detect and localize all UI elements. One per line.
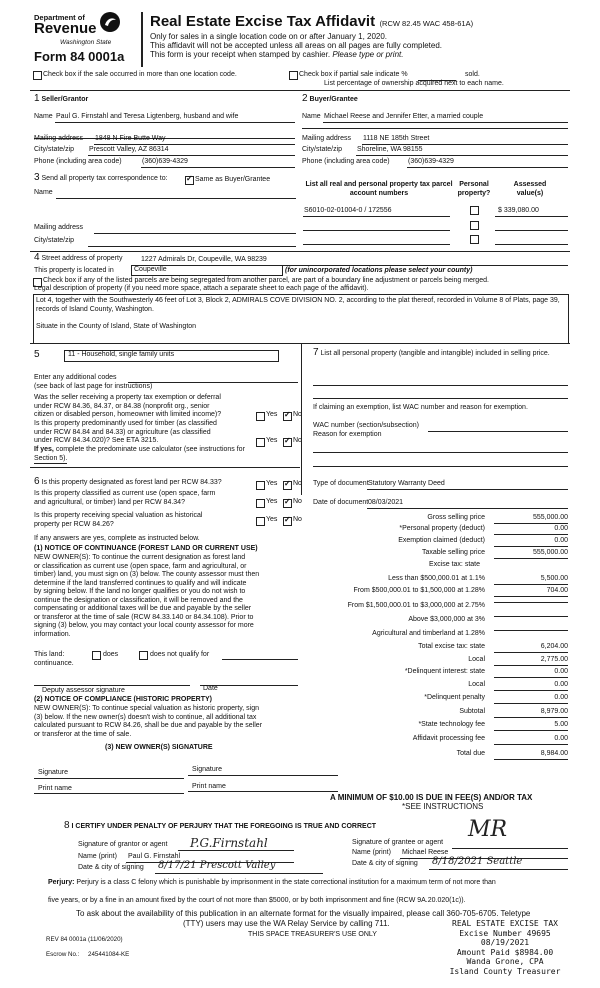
located-note: (for unincorporated locations please select your county): [285, 267, 473, 274]
doc-date-field[interactable]: 08/03/2021: [368, 499, 404, 506]
rule: [495, 216, 568, 217]
forest-question: 6 Is this property designated as forest land per RCW 84.33?: [34, 476, 222, 487]
rule: [428, 431, 568, 432]
text-line: (3) below. If the new owner(s) doesn't wish to continue, all additional tax: [34, 713, 257, 721]
form-title: Real Estate Excise Tax Affidavit (RCW 82.45 WAC 458-61A): [150, 13, 474, 30]
access-line1: To ask about the availability of this publication in an alternate format for the visually impaired, please call 360-705-6705. Teletype: [76, 909, 531, 918]
continuance-title: (1) NOTICE OF CONTINUANCE (FOREST LAND OR CURRENT USE): [34, 545, 258, 552]
text-line: Excise Number 49695: [459, 928, 551, 938]
rule: [30, 467, 300, 468]
q4-no-label: No: [293, 498, 302, 505]
personal-property-checkbox-2[interactable]: [470, 221, 479, 230]
seller-name-label: Name: [34, 113, 53, 120]
section5-number: 5: [34, 349, 40, 360]
corr-name-label: Name: [34, 189, 53, 196]
buyer-phone-label: Phone (including area code): [302, 158, 390, 165]
tax-row-value[interactable]: 8,979.00: [494, 708, 568, 718]
tax-row-label: Excise tax: state: [429, 561, 480, 568]
rule: [407, 167, 568, 168]
use-code-select[interactable]: 11 - Household, single family units: [64, 350, 279, 362]
street-field[interactable]: 1227 Admirals Dr, Coupeville, WA 98239: [141, 256, 267, 263]
treasurer-use: THIS SPACE TREASURER'S USE ONLY: [248, 931, 377, 938]
q5-no-checkbox[interactable]: [283, 517, 292, 526]
text-line: signing (3) below, you may contact your local county assessor for more: [34, 622, 254, 629]
partial-list-label: List percentage of ownership acquired next to each name.: [324, 80, 504, 87]
tax-row-value[interactable]: [494, 630, 568, 631]
exemption-question: Was the seller receiving a property tax exemption or deferral under RCW 84.36, 84.37, or 84.38 (nonprofit org., senior citizen or disabled person, homeowner with limited income)?: [34, 394, 222, 418]
new-owner-sig-title: (3) NEW OWNER(S) SIGNATURE: [105, 744, 213, 751]
header-note2: This affidavit will not be accepted unless all areas on all pages are fully completed.: [150, 41, 443, 50]
same-as-buyer-checkbox[interactable]: [185, 176, 194, 185]
buyer-name-field[interactable]: Michael Reese and Jennifer Etter, a married couple: [324, 113, 484, 120]
grantee-date-field[interactable]: 8/18/2021 Seattle: [432, 856, 523, 867]
rule: [34, 685, 190, 686]
access-line2: (TTY) users may use the WA Relay Service by calling 711.: [183, 919, 390, 928]
same-as-buyer-label: Same as Buyer/Grantee: [195, 176, 271, 183]
q3-no-checkbox[interactable]: [283, 481, 292, 490]
seller-phone-field[interactable]: (360)639-4329: [142, 158, 188, 165]
grantee-name-field[interactable]: Michael Reese: [402, 849, 449, 856]
tax-row-label: Subtotal: [459, 708, 485, 715]
q1-yes-checkbox[interactable]: [256, 412, 265, 421]
rule: [302, 128, 568, 129]
buyer-name-label: Name: [302, 113, 321, 120]
rule: [495, 230, 568, 231]
rule: [30, 90, 570, 91]
washington-logo-icon: [100, 12, 120, 32]
text-line: or transferor at the time of sale.: [34, 730, 132, 738]
answer-note: If any answers are yes, complete as instructed below.: [34, 535, 200, 542]
parcels-col1-header: List all real and personal property tax parcel account numbers: [305, 181, 453, 197]
tax-row-value[interactable]: 0.00: [494, 668, 568, 678]
grantor-name-field[interactable]: Paul G. Firnstahl: [128, 853, 181, 860]
rule: [34, 778, 184, 779]
parcels-col2-header: Personal property?: [457, 181, 491, 197]
parcel-account-1[interactable]: S6010-02-01004-0 / 172556: [304, 207, 392, 214]
rule: [30, 251, 570, 252]
rule: [367, 508, 568, 509]
buyer-city-field[interactable]: Shoreline, WA 98155: [357, 146, 423, 153]
parcels-col3-header: Assessed value(s): [513, 181, 547, 197]
seller-mailing-field[interactable]: 1848 N Fire Butte Way: [95, 135, 166, 142]
rule: [188, 791, 338, 792]
q3-yes-checkbox[interactable]: [256, 481, 265, 490]
addl-codes-label: Enter any additional codes (see back of last page for instructions): [34, 374, 153, 390]
seller-city-field[interactable]: Prescott Valley, AZ 86314: [89, 146, 169, 153]
dept-line2: Revenue: [34, 20, 97, 37]
partial-sale-label: Check box if partial sale indicate %: [299, 71, 408, 78]
treasurer-stamp: [430, 919, 580, 976]
text-line: by signing below. If the land no longer qualifies or you do not wish to: [34, 588, 246, 595]
personal-property-checkbox-3[interactable]: [470, 235, 479, 244]
dept-line3: Washington State: [60, 39, 112, 46]
partial-sold-label: sold.: [465, 71, 480, 78]
tax-row-value[interactable]: 704.00: [494, 587, 568, 597]
historic-body: [34, 705, 262, 739]
tax-row-value[interactable]: 555,000.00: [494, 514, 568, 524]
text-line: Island County Treasurer: [449, 966, 561, 976]
tax-row-value[interactable]: 0.00: [494, 681, 568, 691]
grantor-date-label: Date & city of signing: [78, 864, 144, 871]
rule: [155, 873, 323, 874]
tax-row-value[interactable]: 5,500.00: [494, 575, 568, 585]
tax-row-label: Total due: [456, 750, 485, 757]
rule: [495, 244, 568, 245]
does-not-checkbox[interactable]: [139, 651, 148, 660]
q1-yes-label: Yes: [266, 411, 278, 418]
exemption-label: If claiming an exemption, list WAC number and reason for exemption.: [313, 404, 528, 411]
rule: [303, 216, 450, 217]
rule: [323, 122, 568, 123]
continuance-body: [34, 554, 259, 639]
q1-no-checkbox[interactable]: [283, 412, 292, 421]
tax-row-value[interactable]: 5.00: [494, 721, 568, 731]
tax-row-value[interactable]: 8,984.00: [494, 750, 568, 760]
tax-row-value[interactable]: 0.00: [494, 525, 568, 535]
located-select[interactable]: Coupeville: [131, 265, 283, 276]
rule: [188, 775, 338, 776]
rule: [178, 850, 294, 851]
rule: [313, 398, 568, 399]
q2-yes-checkbox[interactable]: [256, 438, 265, 447]
buyer-section-label: 2 Buyer/Grantee: [302, 93, 358, 104]
historic-title: (2) NOTICE OF COMPLIANCE (HISTORIC PROPERTY): [34, 696, 212, 703]
continuance-label: continuance.: [34, 660, 74, 667]
parcel-value-1[interactable]: $ 339,080.00: [498, 207, 539, 214]
grantee-name-label: Name (print): [352, 849, 391, 856]
street-label: 4 Street address of property: [34, 252, 123, 263]
rule: [303, 244, 450, 245]
grantee-signature: MR: [468, 817, 508, 842]
tax-row-label: Exemption claimed (deduct): [398, 537, 485, 544]
doc-type-field[interactable]: Statutory Warranty Deed: [368, 480, 445, 487]
grantee-signature-label: Signature of grantee or agent: [352, 839, 444, 846]
multi-location-label: Check box if the sale occurred in more than one location code.: [43, 71, 237, 78]
text-line: REAL ESTATE EXCISE TAX: [452, 919, 558, 928]
q5-yes-checkbox[interactable]: [256, 517, 265, 526]
perjury-line2: five years, or by a fine in an amount fixed by the court of not more than $5000, or by both imprisonment and fine (RCW 9A.20.020(1c)).: [48, 897, 466, 904]
tax-row-value[interactable]: 6,204.00: [494, 643, 568, 653]
rule: [313, 385, 568, 386]
personal-property-checkbox-1[interactable]: [470, 206, 479, 215]
q4-no-checkbox[interactable]: [283, 499, 292, 508]
certify-title: 8 I CERTIFY UNDER PENALTY OF PERJURY THAT THE FOREGOING IS TRUE AND CORRECT: [64, 820, 377, 831]
rule: [128, 382, 298, 383]
rule: [313, 452, 568, 453]
grantee-date-label: Date & city of signing: [352, 860, 418, 867]
rule: [367, 489, 568, 490]
ifyes-note: If yes, complete the predominate use calculator (see instructions for Section 5).: [34, 446, 245, 464]
seller-phone-label: Phone (including area code): [34, 158, 122, 165]
rule: [141, 167, 295, 168]
legal-label: Legal description of property (if you need more space, attach a separate sheet to each page of the affidavit).: [34, 285, 369, 292]
rule: [222, 659, 298, 660]
q3-yes-label: Yes: [266, 480, 278, 487]
buyer-mailing-label: Mailing address: [302, 135, 352, 142]
tax-row-label: Local: [468, 681, 485, 688]
see-instructions: *SEE INSTRUCTIONS: [402, 802, 484, 811]
tax-row-value[interactable]: [494, 602, 568, 603]
text-line: or classification as current use (open space, farm and agricultural, or: [34, 562, 247, 570]
rule: [88, 246, 296, 247]
text-line: Amount Paid $8984.00: [456, 947, 554, 957]
rev-number: REV 84 0001a (11/06/2020): [46, 936, 123, 943]
tax-row-value[interactable]: 0.00: [494, 735, 568, 745]
tax-row-label: Agricultural and timberland at 1.28%: [372, 630, 485, 637]
rule: [313, 466, 568, 467]
column-divider: [301, 343, 302, 495]
legal-description-field[interactable]: Lot 4, together with the Southwesterly 46 feet of Lot 3, Block 2, ADMIRALS COVE DIVISION NO. 2, according to the plat thereof, recorded in Volume 8 of Plats, page 39, records of Island County, Washington. Situate in the County of Island, State of Washington: [33, 294, 569, 344]
grantor-signature-label: Signature of grantor or agent: [78, 841, 168, 848]
text-line: NEW OWNER(S): To continue special valuation as historic property, sign: [34, 705, 259, 712]
buyer-city-label: City/state/zip: [302, 146, 343, 153]
escrow-label: Escrow No.:: [46, 951, 80, 958]
tax-row-value[interactable]: 2,775.00: [494, 656, 568, 666]
q2-yes-label: Yes: [266, 437, 278, 444]
rule: [452, 848, 568, 849]
q2-no-checkbox[interactable]: [283, 438, 292, 447]
tax-row-value[interactable]: 0.00: [494, 694, 568, 704]
header-note3: This form is your receipt when stamped by cashier. Please type or print.: [150, 50, 404, 59]
rule: [356, 155, 568, 156]
rule: [55, 122, 295, 123]
form-number: Form 84 0001a: [34, 49, 125, 64]
timber-question: Is this property predominantly used for timber (as classified under RCW 84.84 and 84.33) or agriculture (as classified under RCW 84.34.020)? See ETA 3215.: [34, 420, 217, 444]
q1-no-label: No: [293, 411, 302, 418]
text-line: Wanda Grone, CPA: [466, 957, 544, 966]
current-use-question: Is this property classified as current use (open space, farm and agricultural, or timber) land per RCW 84.34?: [34, 490, 216, 506]
text-line: calculated pursuant to RCW 84.26, shall be due and payable by the seller: [34, 722, 263, 729]
tax-row-label: *State technology fee: [418, 721, 485, 728]
text-line: NEW OWNER(S): To continue the current designation as forest land: [34, 554, 246, 561]
rule: [34, 793, 184, 794]
segregated-label: Check box if any of the listed parcels are being segregated from another parcel, are part of a boundary line adjustment or parcels being merged.: [43, 277, 489, 284]
text-line: timber) land, you must sign on (3) below. The county assessor must then: [34, 571, 260, 578]
partial-sale-checkbox[interactable]: [289, 71, 298, 80]
owner-print-label-2: Print name: [192, 783, 226, 790]
rule: [303, 230, 450, 231]
header-note1: Only for sales in a single location code on or after January 1, 2020.: [150, 32, 388, 41]
owner-signature-label-2: Signature: [192, 766, 222, 773]
tax-row-label: Above $3,000,000 at 3%: [408, 616, 485, 623]
tax-row-label: Affidavit processing fee: [412, 735, 485, 742]
corr-city-label: City/state/zip: [34, 237, 75, 244]
rule: [56, 198, 296, 199]
text-line: determine if the land transferred continues to qualify and will indicate: [34, 579, 247, 587]
grantor-signature: P.G.Firnstahl: [190, 836, 268, 850]
q4-yes-checkbox[interactable]: [256, 499, 265, 508]
perjury-line1: Perjury: Perjury is a class C felony which is punishable by imprisonment in the state correctional institution for a maximum term of not more than: [48, 879, 496, 886]
does-checkbox[interactable]: [92, 651, 101, 660]
grantor-date-field[interactable]: 8/17/21 Prescott Valley: [158, 860, 276, 871]
seller-city-label: City/state/zip: [34, 146, 75, 153]
tax-row-label: Less than $500,000.01 at 1.1%: [388, 575, 485, 582]
reason-label: Reason for exemption: [313, 431, 382, 438]
tax-row-label: Taxable selling price: [421, 549, 485, 556]
tax-row-label: From $500,000.01 to $1,500,000 at 1.28%: [353, 587, 485, 594]
buyer-phone-field[interactable]: (360)639-4329: [408, 158, 454, 165]
seller-mailing-label: Mailing address: [34, 135, 84, 142]
q5-no-label: No: [293, 516, 302, 523]
tax-row-label: Gross selling price: [427, 514, 485, 521]
owner-signature-label-1: Signature: [38, 769, 68, 776]
escrow-number: 245441084-KE: [88, 951, 130, 958]
wac-label: WAC number (section/subsection): [313, 422, 419, 429]
rule: [94, 144, 295, 145]
rule: [362, 144, 568, 145]
deputy-signature-label: Deputy assessor signature: [42, 687, 125, 694]
text-line: compensating or additional taxes will be due and payable by the seller: [34, 605, 252, 612]
dept-line1: Department of: [34, 13, 85, 22]
tax-row-label: *Delinquent penalty: [424, 694, 485, 701]
tax-row-label: Local: [468, 656, 485, 663]
personal-property-label: 7 List all personal property (tangible and intangible) included in selling price.: [313, 347, 550, 358]
text-line: information.: [34, 630, 71, 638]
header-divider: [141, 12, 143, 67]
correspondence-label: 3 Send all property tax correspondence to:: [34, 172, 168, 183]
text-line: continue the designation or classification, it will be removed and the: [34, 596, 243, 604]
this-land-label: This land:: [34, 651, 65, 658]
rule: [88, 155, 295, 156]
tax-row-label: *Delinquent interest: state: [404, 668, 485, 675]
buyer-mailing-field[interactable]: 1118 NE 185th Street: [363, 135, 430, 142]
does-not-label: does not qualify for: [150, 651, 210, 658]
rule: [94, 233, 296, 234]
tax-row-label: From $1,500,000.01 to $3,000,000 at 2.75%: [347, 602, 485, 609]
historic-question: Is this property receiving special valuation as historical property per RCW 84.26?: [34, 512, 203, 528]
tax-row-label: *Personal property (deduct): [399, 525, 485, 532]
doc-date-label: Date of document: [313, 499, 369, 506]
multi-location-checkbox[interactable]: [33, 71, 42, 80]
tax-row-value[interactable]: [494, 616, 568, 617]
tax-row-value[interactable]: 555,000.00: [494, 549, 568, 559]
seller-name-field[interactable]: Paul G. Firnstahl and Teresa Ligtenberg, husband and wife: [56, 113, 239, 120]
corr-mailing-label: Mailing address: [34, 224, 84, 231]
rule: [30, 343, 570, 344]
seller-section-label: 1 Seller/Grantor: [34, 93, 89, 104]
owner-print-label-1: Print name: [38, 785, 72, 792]
q3-no-label: No: [293, 480, 302, 487]
text-line: 08/19/2021: [480, 938, 530, 947]
text-line: or transferor at the time of sale (RCW 84.33.140 or 84.34.108). Prior to: [34, 613, 254, 621]
minimum-note: A MINIMUM OF $10.00 IS DUE IN FEE(S) AND/OR TAX: [330, 793, 533, 802]
q5-yes-label: Yes: [266, 516, 278, 523]
tax-row-value[interactable]: 0.00: [494, 537, 568, 547]
q4-yes-label: Yes: [266, 498, 278, 505]
q2-no-label: No: [293, 437, 302, 444]
grantor-name-label: Name (print): [78, 853, 117, 860]
tax-row-label: Total excise tax: state: [418, 643, 485, 650]
located-label: This property is located in: [34, 267, 114, 274]
deputy-date-label: Date: [203, 685, 218, 692]
doc-type-label: Type of document: [313, 480, 369, 487]
rule: [429, 869, 568, 870]
does-label: does: [103, 651, 119, 658]
